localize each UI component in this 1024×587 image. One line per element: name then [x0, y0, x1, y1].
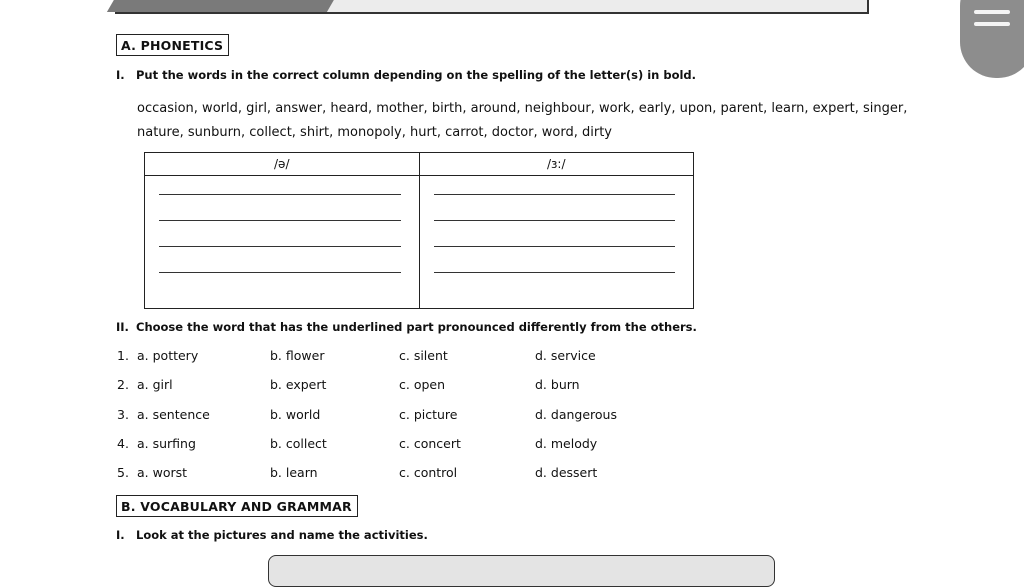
option-c[interactable]: c. control: [399, 465, 458, 480]
option-d[interactable]: d. melody: [535, 436, 598, 451]
question-number: 5.: [117, 465, 129, 480]
column-header-er: /ɜ:/: [419, 153, 694, 176]
exercise-2-text: Choose the word that has the underlined part pronounced differently from the others.: [136, 320, 697, 334]
question-number: 4.: [117, 436, 129, 451]
option-c[interactable]: c. picture: [399, 407, 458, 422]
option-d[interactable]: d. dessert: [535, 465, 598, 480]
sound-sorting-table: [144, 152, 694, 309]
question-row: [115, 377, 735, 397]
option-d[interactable]: d. service: [535, 348, 596, 363]
question-row: [115, 348, 735, 368]
answer-blank[interactable]: [434, 194, 676, 195]
answer-blank[interactable]: [434, 272, 676, 273]
question-row: [115, 436, 735, 456]
exercise-2-instruction: [116, 320, 697, 334]
answer-blank[interactable]: [159, 272, 401, 273]
column-er-answers: [419, 176, 694, 309]
option-a[interactable]: a. girl: [137, 377, 173, 392]
option-b[interactable]: b. expert: [270, 377, 327, 392]
option-b[interactable]: b. learn: [270, 465, 318, 480]
exercise-3-instruction: [116, 528, 428, 542]
column-header-schwa: /ə/: [145, 153, 420, 176]
option-a[interactable]: a. pottery: [137, 348, 199, 363]
option-c[interactable]: c. silent: [399, 348, 448, 363]
answer-blank[interactable]: [159, 246, 401, 247]
question-row: [115, 465, 735, 485]
exercise-1-instruction: [116, 68, 696, 82]
exercise-3-number: I.: [116, 528, 125, 542]
option-b[interactable]: b. collect: [270, 436, 327, 451]
option-c[interactable]: c. open: [399, 377, 446, 392]
top-frame-tab: [107, 0, 335, 12]
grip-line-icon: [974, 10, 1010, 14]
section-b-heading: B. VOCABULARY AND GRAMMAR: [116, 495, 358, 517]
option-c[interactable]: c. concert: [399, 436, 461, 451]
option-d[interactable]: d. dangerous: [535, 407, 617, 422]
top-frame: [115, 0, 869, 14]
question-number: 1.: [117, 348, 129, 363]
question-number: 3.: [117, 407, 129, 422]
option-b[interactable]: b. world: [270, 407, 321, 422]
answer-blank[interactable]: [159, 220, 401, 221]
scroll-handle[interactable]: [960, 0, 1024, 78]
question-row: [115, 407, 735, 427]
option-a[interactable]: a. worst: [137, 465, 188, 480]
answer-blank[interactable]: [434, 246, 676, 247]
question-number: 2.: [117, 377, 129, 392]
picture-frame: [268, 555, 775, 587]
word-list-line-1: occasion, world, girl, answer, heard, mother, birth, around, neighbour, work, early, upon, parent, learn, expert, singer,: [137, 101, 908, 116]
option-b[interactable]: b. flower: [270, 348, 325, 363]
exercise-1-text: Put the words in the correct column depending on the spelling of the letter(s) in bold.: [136, 68, 697, 82]
answer-blank[interactable]: [159, 194, 401, 195]
option-a[interactable]: a. surfing: [137, 436, 196, 451]
word-list: [137, 97, 927, 145]
option-a[interactable]: a. sentence: [137, 407, 210, 422]
exercise-1-number: I.: [116, 68, 125, 82]
section-a-heading: A. PHONETICS: [116, 34, 229, 56]
column-schwa-answers: [145, 176, 420, 309]
grip-line-icon: [974, 22, 1010, 26]
word-list-line-2: nature, sunburn, collect, shirt, monopoly, hurt, carrot, doctor, word, dirty: [137, 125, 612, 140]
exercise-2-number: II.: [116, 320, 129, 334]
exercise-3-text: Look at the pictures and name the activities.: [136, 528, 428, 542]
answer-blank[interactable]: [434, 220, 676, 221]
option-d[interactable]: d. burn: [535, 377, 580, 392]
